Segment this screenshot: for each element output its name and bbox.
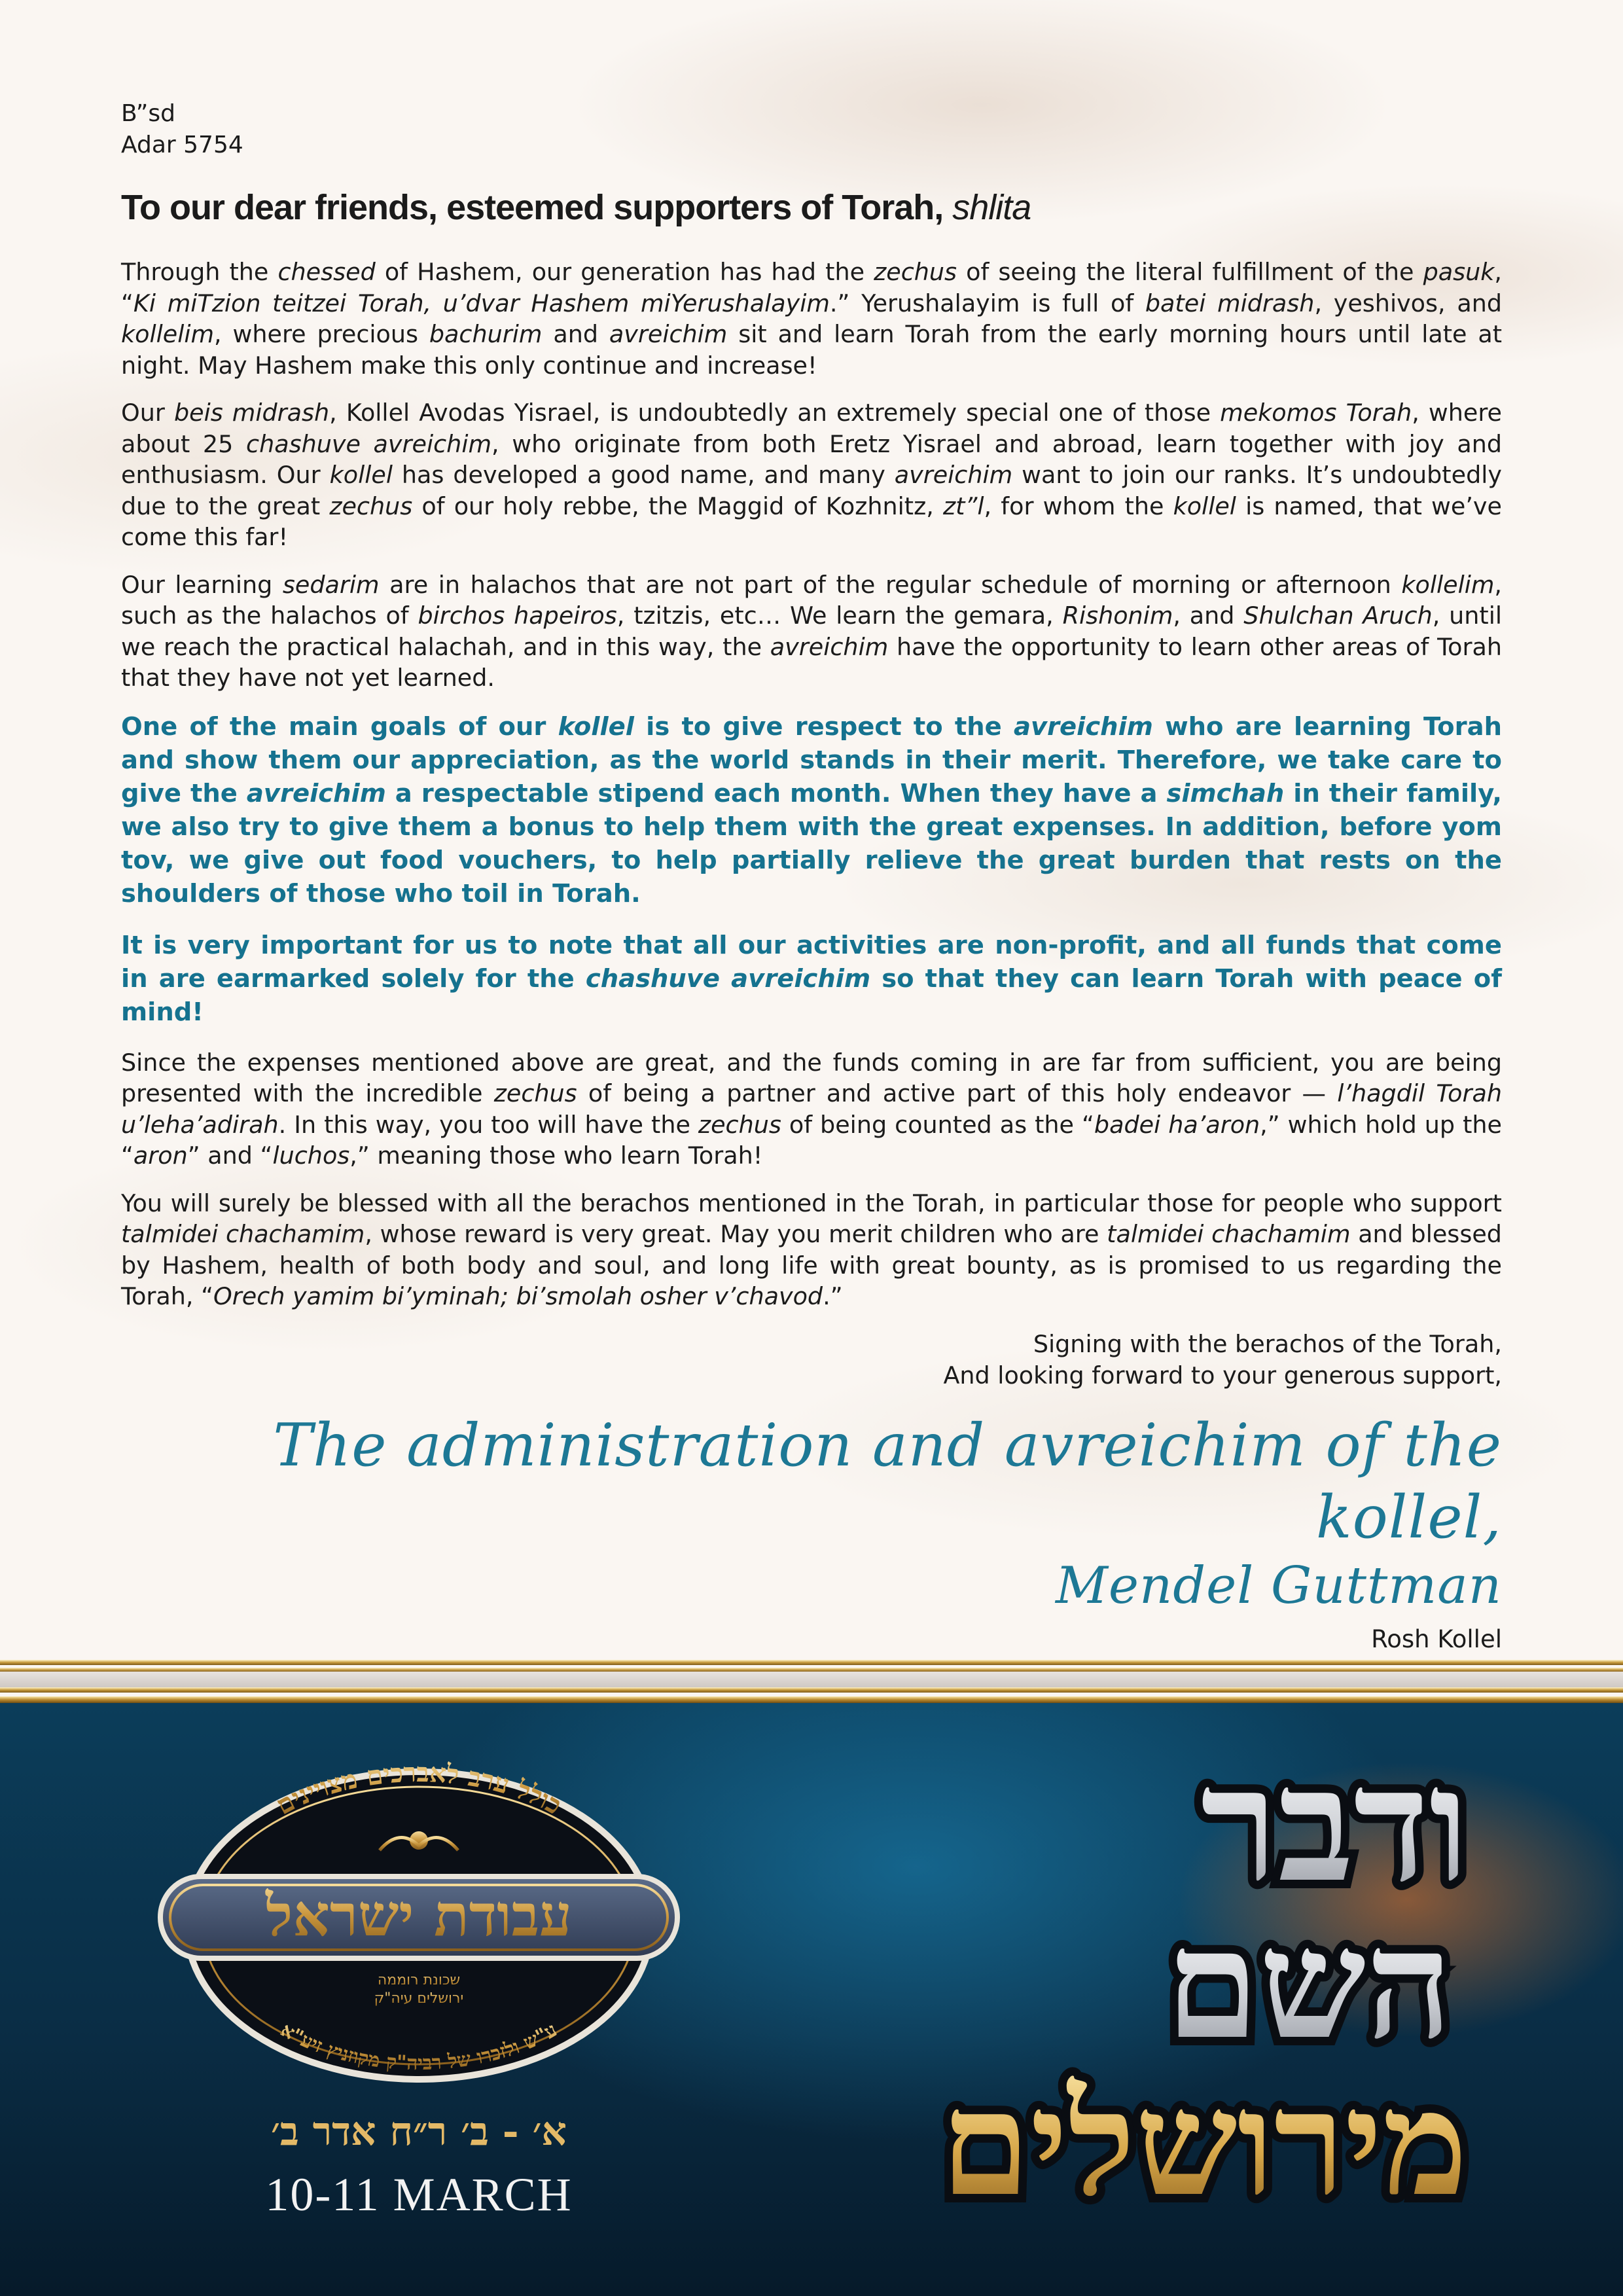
body-paragraph: You will surely be blessed with all the berachos mentioned in the Torah, in particular those for people who support talmidei chachamim, whose reward is very great. May you merit children who are talmidei chachamim and blessed by Hashem, health of both body and soul, and long life with great bounty, as is promised to us regarding the Torah, “Orech yamim bi’yminah; bi’smolah osher v’chavod.” [121,1189,1502,1310]
signature-title: Rosh Kollel [1371,1624,1502,1653]
kollel-emblem-logo [151,1742,687,2109]
gold-rule [0,1660,1623,1665]
title-line-3: מירושלים [940,2058,1469,2228]
emblem-location-1: שכונת רוממה [377,1972,461,1988]
letter [121,98,1502,1656]
emblem-arc-top: כולל ערב לאברכים מצויינים [271,1757,567,1821]
closing-line-1: Signing with the berachos of the Torah, [1033,1329,1502,1358]
gold-rule [0,1687,1623,1693]
bsd-header: B”sd [121,100,175,127]
signature-name: Mendel Guttman [1055,1556,1502,1615]
emblem-arc-bottom: ע"ש ולזכרו של רביה"ק מקוזניץ זיע"א [276,2018,562,2075]
body-paragraph: Through the chessed of Hashem, our generation has had the zechus of seeing the literal fulfillment of the pasuk, “Ki miTzion teitzei Torah, u’dvar Hashem miYerushalayim.” Yerushalayim is full of batei midrash, yeshivos, and kollelim, where precious bachurim and avreichim sit and learn Torah from the early morning hours until late at night. May Hashem make this only continue and increase! [121,258,1503,380]
salutation-shlita: shlita [952,188,1031,227]
body-paragraph: Since the expenses mentioned above are great, and the funds coming in are far from sufficient, you are being presented with the incredible zechus of being a partner and active part of this holy endeavor — l’hagdil Torah u’leha’adirah. In this way, you too will have the zechus of being counted as the “badei ha’aron,” which hold up the “aron” and “luchos,” meaning those who learn Torah! [121,1048,1503,1170]
title-lettering [838,1716,1623,2292]
signature-administration: The administration and avreichim of the kollel, [273,1410,1502,1552]
letter-date: Adar 5754 [121,132,243,158]
closing [121,1329,1502,1391]
letter-body [121,257,1502,1312]
emblem-location-2: ירושלים עיה"ק [374,1990,464,2007]
closing-line-2: And looking forward to your generous support, [943,1361,1502,1390]
salutation-main: To our dear friends, esteemed supporters of Torah, [121,188,953,227]
title-line-2: השם [1165,1896,1453,2073]
event-banner [0,1703,1623,2296]
silver-band [0,1672,1623,1687]
hebrew-date: א׳ - ב׳ ר״ח אדר ב׳ [271,2109,567,2155]
highlight-paragraph: One of the main goals of our kollel is to give respect to the avreichim who are learning Torah and show them our appreciation, as the world stands in their merit. Therefore, we take care to give the avreichim a respectable stipend each month. When they have a simchah in their family, we also try to give them a bonus to help them with the great expenses. In addition, before yom tov, we give out food vouchers, to help partially relieve the great burden that rests on the shoulders of those who toil in Torah. [121,711,1502,908]
salutation [121,186,1502,229]
title-line-1: ודבר [1200,1732,1470,1917]
body-paragraph: Our learning sedarim are in halachos that are not part of the regular schedule of morning or afternoon kollelim, such as the halachos of birchos hapeiros, tzitzis, etc… We learn the gemara, Rishonim, and Shulchan Aruch, until we reach the practical halachah, and in this way, the avreichim have the opportunity to learn other areas of Torah that they have not yet learned. [121,570,1503,692]
english-date: 10-11 MARCH [265,2168,573,2221]
highlight-paragraph: It is very important for us to note that all our activities are non-profit, and all funds that come in are earmarked solely for the chashuve avreichim so that they can learn Torah with peace of mind! [121,930,1502,1027]
emblem-name: עבודת ישראל [266,1881,572,1949]
body-paragraph: Our beis midrash, Kollel Avodas Yisrael, is undoubtedly an extremely special one of those mekomos Torah, where about 25 chashuve avreichim, who originate from both Eretz Yisrael and abroad, learn together with joy and enthusiasm. Our kollel has developed a good name, and many avreichim want to join our ranks. It’s undoubtedly due to the great zechus of our holy rebbe, the Maggid of Kozhnitz, zt”l, for whom the kollel is named, that we’ve come this far! [121,399,1502,551]
gold-rule [0,1696,1623,1703]
